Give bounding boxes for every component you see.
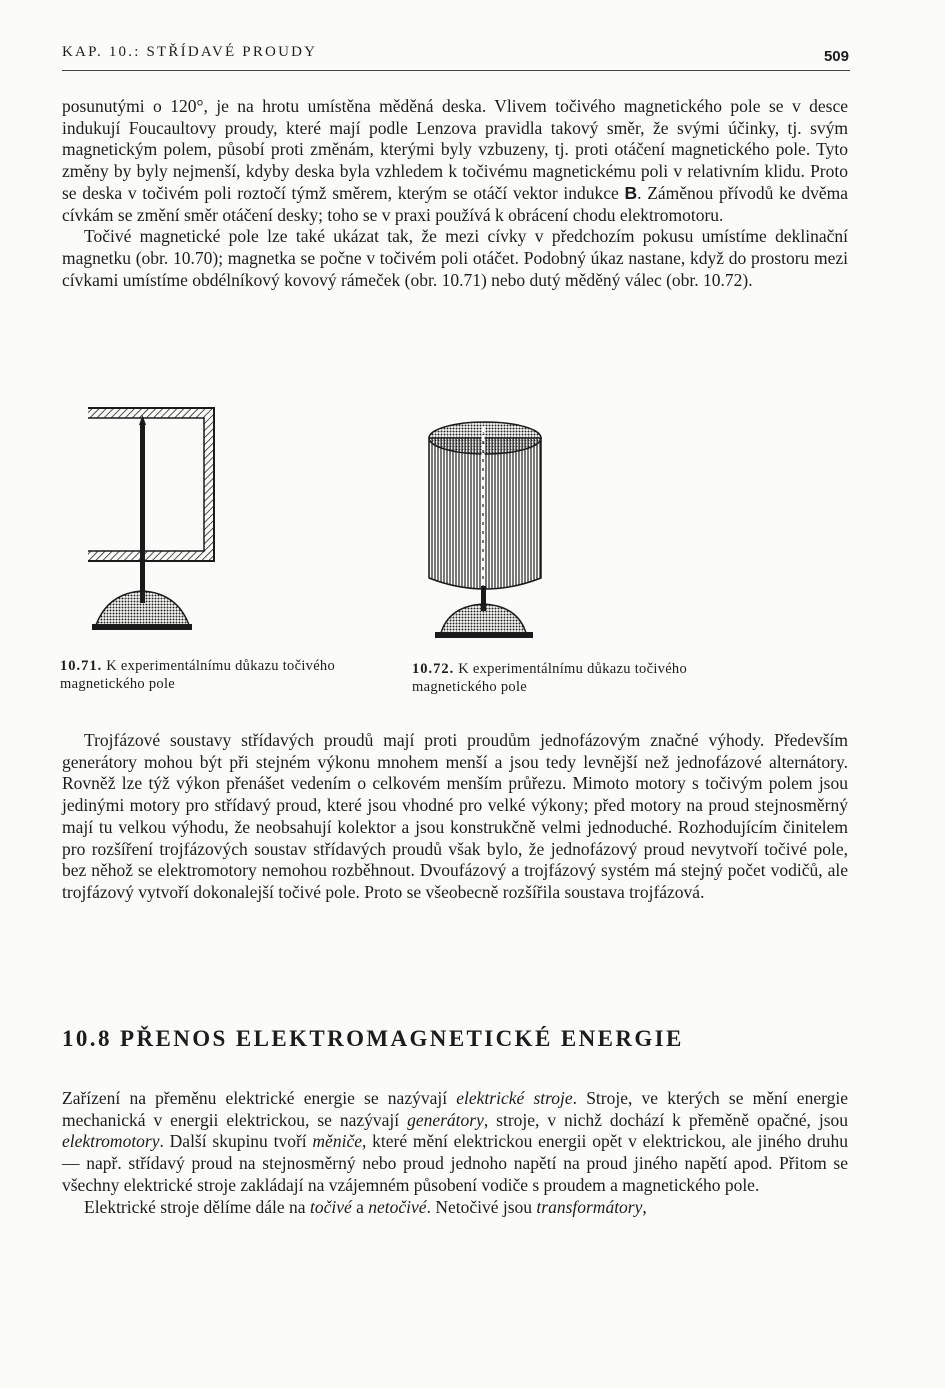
page-number: 509 — [823, 48, 849, 65]
paragraph-2: Točivé magnetické pole lze také ukázat tak, že mezi cívky v předchozím pokusu umístíme deklinační magnetku (obr. 10.70); magnetka se počne v točivém poli otáčet. Podobný úkaz nastane, když do prostoru mezi cívkami umístíme obdélníkový kovový rámeček (obr. 10.71) nebo dutý měděný válec (obr. 10.72). — [62, 226, 848, 290]
figure-10-72-caption — [412, 660, 712, 696]
term-netocive: netočivé — [368, 1196, 427, 1217]
frame-axle — [140, 423, 145, 603]
cylinder-top — [429, 422, 541, 454]
paragraph-3: Trojfázové soustavy střídavých proudů mají proti proudům jednofázovým značné výhody. Především generátory mohou být při stejném výkonu mnohem menší a jsou tedy levnější než jednofázové alternátory. Rovněž lze týž výkon přenášet vedením o celkovém menším průřezu. Mimoto motory s točivým polem jsou jedinými motory pro střídavý proud, které jsou vhodné pro velké výkony; před motory na proud stejnosměrný mají tu velkou výhodu, že neobsahují kolektor a jsou konstrukčně velmi jednoduché. Rozhodujícím činitelem pro rozšíření trojfázových soustav střídavých proudů však bylo, že jednofázový proud nevytvoří točivé pole, bez něhož se elektromotory nemohou rozběhnout. Dvoufázový a trojfázový systém má stejný počet vodičů, ale trojfázový vytvoří dokonalejší točivé pole. Proto se všeobecně rozšířila soustava trojfázová. — [62, 730, 848, 902]
paragraph-1 — [62, 96, 848, 226]
running-head: KAP. 10.: STŘÍDAVÉ PROUDY — [62, 44, 318, 60]
figure-10-71-frame — [88, 405, 303, 635]
vector-b: B — [624, 182, 638, 203]
term-elektromotory: elektromotory — [62, 1131, 160, 1152]
cylinder-base — [441, 604, 526, 633]
section-paragraph-1: Zařízení na přeměnu elektrické energie se nazývají elektrické stroje. Stroje, ve kterých se mění energie mechanická v energii elektrickou, se nazývají generátory, stroje, v nichž dochází k přeměně opačné, jsou elektromotory. Další skupinu tvoří měniče, které mění elektrickou energii opět v elektrickou, ale jiného druhu — např. střídavý proud na stejnosměrný nebo proud jednoho napětí na proud jiného napětí apod. Přitom se všechny elektrické stroje zakládají na vzájemném působení vodiče s proudem a magnetického pole. — [62, 1088, 849, 1195]
term-elektricke-stroje: elektrické stroje — [456, 1088, 573, 1108]
text-block-top — [62, 96, 848, 291]
paragraph-1-text-a: posunutými o 120°, je na hrotu umístěna měděná deska. Vlivem točivého magnetického pole se v desce indukují Foucaultovy proudy, které mají podle Lenzova pravidla takový směr, že svými účinky, tj. svým magnetickým polem, působí proti změnám, kterými byly vzbuzeny, tj. proti otáčení magnetického pole. Tyto změny by byly nejmenší, kdyby deska byla vzhledem k točivému magnetickému poli v relativním klidu. Proto se deska v točivém poli roztočí týmž směrem, kterým se otáčí vektor indukce — [62, 96, 848, 203]
section-title: 10.8 PŘENOS ELEKTROMAGNETICKÉ ENERGIE — [62, 1026, 684, 1051]
figure-10-72-cylinder — [425, 418, 545, 643]
figure-10-71-caption — [60, 657, 360, 693]
figure-10-71-number: 10.71. — [60, 658, 103, 674]
cylinder-body — [429, 438, 541, 589]
header-rule — [62, 70, 850, 71]
term-generatory: generátory — [407, 1109, 484, 1130]
figure-10-72-caption-text: K experimentálnímu důkazu točivého magnetického pole — [412, 661, 688, 695]
text-block-middle — [62, 730, 848, 904]
figure-10-72-number: 10.72. — [412, 661, 455, 677]
term-menice: měniče — [312, 1131, 362, 1152]
frame-base — [96, 591, 189, 625]
section-paragraph-2: Elektrické stroje dělíme dále na točivé a netočivé. Netočivé jsou transformátory, — [84, 1196, 647, 1217]
text-block-section — [62, 1088, 848, 1218]
term-tocive: točivé — [309, 1196, 352, 1217]
term-transformatory: transformátory — [536, 1196, 643, 1217]
paragraph-1-text-b: . Záměnou přívodů ke dvěma cívkám se změní směr otáčení desky; toho se v praxi používá k obrácení chodu elektromotoru. — [62, 182, 848, 225]
figure-10-71-caption-text: K experimentálnímu důkazu točivého magnetického pole — [60, 658, 336, 692]
